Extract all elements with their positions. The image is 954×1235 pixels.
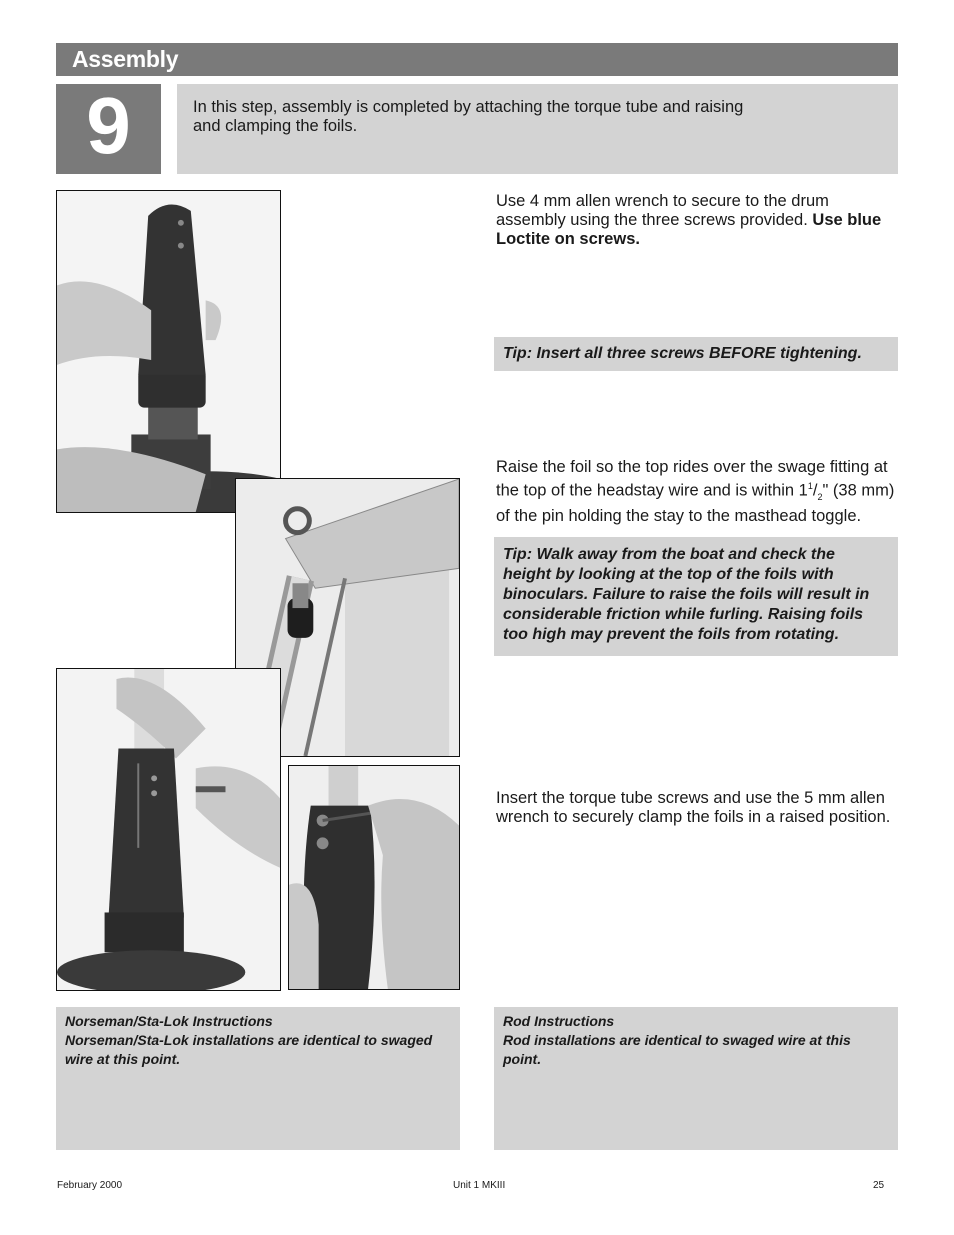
instruction-raise-foil-text: Raise the foil so the top rides over the swage fitting at the top of the headstay wire and is within 1 bbox=[496, 458, 888, 500]
step-number: 9 bbox=[86, 81, 131, 170]
loctite-warning: Use blue Loctite on screws. bbox=[496, 211, 882, 248]
tip-box-screws bbox=[494, 337, 898, 371]
instruction-raise-foil: Raise the foil so the top rides over the swage fitting at the top of the headstay wire and is within $1^1/_2$" (38 mm) of the pin holding the stay to the masthead toggle. bbox=[496, 458, 895, 525]
instruction-clamp-foils: Insert the torque tube screws and use the 5 mm allen wrench to securely clamp the foils in a raised position. bbox=[496, 789, 891, 826]
fraction-denominator: 2 bbox=[817, 491, 823, 502]
tip-box-height bbox=[494, 537, 898, 656]
step-number-box bbox=[56, 81, 161, 174]
fraction-numerator: 1 bbox=[807, 481, 813, 491]
photo-drum-assembly bbox=[56, 190, 281, 513]
section-banner bbox=[56, 43, 898, 76]
section-title: Assembly bbox=[72, 46, 179, 72]
tip-screws-text: Tip: Insert all three screws BEFORE tightening. bbox=[503, 345, 862, 362]
tip-height-text: Tip: Walk away from the boat and check the height by looking at the top of the foils with binoculars. Failure to raise the foils will result in considerable friction while furling. Raising foils too high may prevent the foils from rotating. bbox=[503, 546, 870, 643]
footer-unit: Unit 1 MKIII bbox=[453, 1180, 506, 1191]
footer-date: February 2000 bbox=[57, 1180, 123, 1191]
step-intro-box bbox=[177, 84, 898, 174]
note-norseman-body: Norseman/Sta-Lok installations are identical to swaged wire at this point. bbox=[65, 1032, 433, 1067]
photo-torque-tube bbox=[56, 668, 281, 991]
instruction-secure-drum-text: Use 4 mm allen wrench to secure to the drum assembly using the three screws provided. bbox=[496, 192, 829, 229]
note-norseman-title: Norseman/Sta-Lok Instructions bbox=[65, 1013, 273, 1029]
instruction-raise-foil-text-end: " (38 mm) of the pin holding the stay to the masthead toggle. bbox=[496, 481, 895, 525]
note-rod-title: Rod Instructions bbox=[503, 1013, 615, 1029]
photo-clamp-screws bbox=[288, 765, 460, 990]
note-box-rod bbox=[494, 1007, 898, 1150]
note-rod-body: Rod installations are identical to swaged wire at this point. bbox=[503, 1032, 851, 1067]
step-intro-text: In this step, assembly is completed by attaching the torque tube and raising and clamping the foils. bbox=[193, 98, 744, 135]
footer-page-number: 25 bbox=[873, 1180, 885, 1191]
note-box-norseman bbox=[56, 1007, 460, 1150]
instruction-secure-drum bbox=[496, 192, 898, 249]
